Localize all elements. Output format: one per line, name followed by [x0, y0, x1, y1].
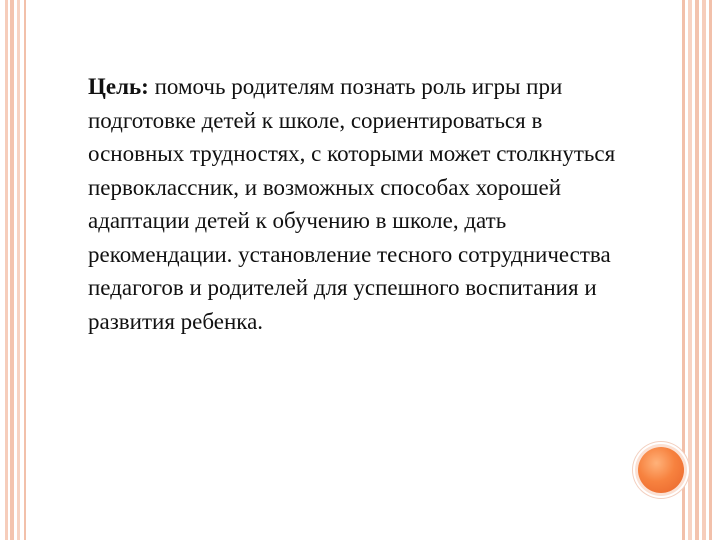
left-decorative-border — [0, 0, 36, 540]
right-decorative-border — [676, 0, 720, 540]
goal-text: помочь родителям познать роль игры при подготовке детей к школе, сориентироваться в основных трудностях, с которыми может столкнуться первоклассник, и возможных способах хорошей адаптации детей к обучению в школе, дать рекомендации. установление тесного сотрудничества педагогов и родителей для успешного воспитания и развития ребенка. — [88, 74, 616, 334]
goal-label: Цель: — [88, 74, 149, 99]
orange-circle-decoration — [638, 447, 684, 493]
goal-paragraph — [88, 70, 628, 338]
